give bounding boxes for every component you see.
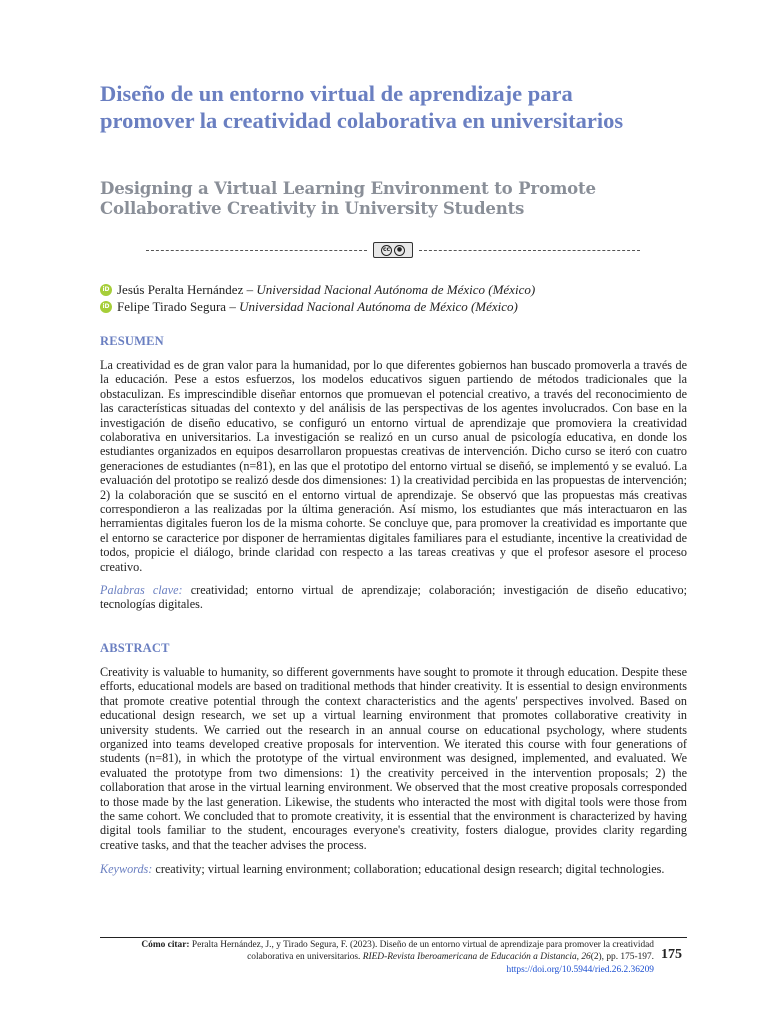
keywords-label: Palabras clave: [100, 583, 183, 597]
citation-volume: 26 [579, 952, 591, 963]
citation-label: Cómo citar: [141, 940, 190, 950]
keywords-text: creativity; virtual learning environment; collaboration; educational design research; digital technologies. [152, 862, 665, 876]
page-number: 175 [661, 947, 682, 962]
citation-journal: RIED-Revista Iberoamericana de Educación a Distancia, [362, 952, 579, 963]
article-title-english: Designing a Virtual Learning Environment to Promote Collaborative Creativity in University Students [100, 178, 596, 218]
author-separator: – [243, 282, 257, 297]
abstract-keywords [100, 862, 687, 876]
dashed-rule-left [146, 250, 367, 251]
citation-footer [132, 939, 654, 976]
cc-by-icon[interactable] [373, 242, 413, 258]
orcid-icon[interactable]: iD [100, 301, 112, 313]
author-list [100, 281, 720, 315]
resumen-heading: RESUMEN [100, 334, 164, 348]
citation-doi-link[interactable]: https://doi.org/10.5944/ried.26.2.36209 [506, 964, 654, 975]
author-affiliation: Universidad Nacional Autónoma de México (México) [256, 282, 536, 297]
author-affiliation: Universidad Nacional Autónoma de México (México) [239, 299, 518, 314]
article-title-spanish: Diseño de un entorno virtual de aprendizaje para promover la creatividad colaborativa en universitarios [100, 81, 624, 133]
abstract-text: Creativity is valuable to humanity, so different governments have sought to promote it through education. Despite these efforts, educational models are based on traditional methods that hinder creativity. It is essential to design environments that promote creative potential through the context characteristics and the agents' perspectives involved. Based on educational design research, we set up a virtual learning environment that promotes collaborative creativity in university students. We carried out the research in an annual course on educational psychology, where students organized into teams developed creative proposals for intervention. We iterated this course with four generations of students (n=81), in which the prototype of the virtual environment was designed, implemented, and evaluated. We evaluated the prototype from two dimensions: 1) the creativity perceived in the intervention proposals; 2) the collaboration that arose in the virtual learning environment. We observed that the most creative proposals corresponded to those made by the last generation. Likewise, the students who interacted the most with digital tools were those from the same cohort. We concluded that to promote creativity, it is essential that the environment is characterized by having digital tools familiar to the student, encourages everyone's creativity, fosters dialogue, provides clarity regarding creative tasks, and that the teacher advises the process. [100, 665, 687, 852]
author-item [100, 298, 720, 315]
keywords-label: Keywords: [100, 862, 153, 876]
resumen-text: La creatividad es de gran valor para la humanidad, por lo que diferentes gobiernos han buscado promoverla a través de la educación. Pese a estos esfuerzos, los modelos educativos siguen partiendo de métodos tradicionales que la obstaculizan. Es imprescindible diseñar entornos que promuevan el potencial creativo, a través del reconocimiento de las características situadas del contexto y del análisis de las perspectivas de los agentes involucrados. Con base en la investigación de diseño educativo, se configuró un entorno virtual de aprendizaje que promoviera la creatividad colaborativa en universitarios. La investigación se realizó en un curso anual de psicología educativa, en donde los estudiantes organizados en equipos desarrollaron propuestas creativas de intervención. Dicho curso se iteró con cuatro generaciones de estudiantes (n=81), en las que el prototipo del entorno virtual se diseñó, se implementó y se evaluó. La evaluación del prototipo se realizó desde dos dimensiones: 1) la creatividad percibida en las propuestas de intervención; 2) la colaboración que se suscitó en el entorno virtual de aprendizaje. Se observó que las propuestas más creativas correspondieron a las realizadas por la última generación. Así mismo, los estudiantes que más interactuaron en las herramientas digitales fueron los de la misma cohorte. Se concluye que, para promover la creatividad es importante que el entorno se caracterice por disponer de herramientas digitales familiares para el estudiante, incentive la creatividad de todos, propicie el diálogo, brinde claridad con respecto a las tareas creativas y que el profesor asesore el proceso creativo. [100, 358, 687, 574]
author-separator: – [226, 299, 240, 314]
footer-rule [100, 937, 687, 938]
author-name: Felipe Tirado Segura [117, 299, 227, 314]
license-divider [146, 240, 640, 260]
citation-text: Peralta Hernández, J., y Tirado Segura, F. (2023). Diseño de un entorno virtual de aprendizaje para promover la creatividad colaborativa en universitarios. [189, 940, 654, 963]
cc-circle-icon: cc [381, 245, 392, 256]
person-circle-icon: ● [394, 245, 405, 256]
resumen-keywords [100, 583, 687, 612]
keywords-text: creatividad; entorno virtual de aprendizaje; colaboración; investigación de diseño educativo; tecnologías digitales. [100, 583, 687, 612]
dashed-rule-right [419, 250, 640, 251]
abstract-heading: ABSTRACT [100, 641, 170, 655]
orcid-icon[interactable]: iD [100, 284, 112, 296]
author-name: Jesús Peralta Hernández [117, 282, 244, 297]
author-item [100, 281, 720, 298]
citation-issue-pages: (2), pp. 175-197. [590, 952, 654, 963]
